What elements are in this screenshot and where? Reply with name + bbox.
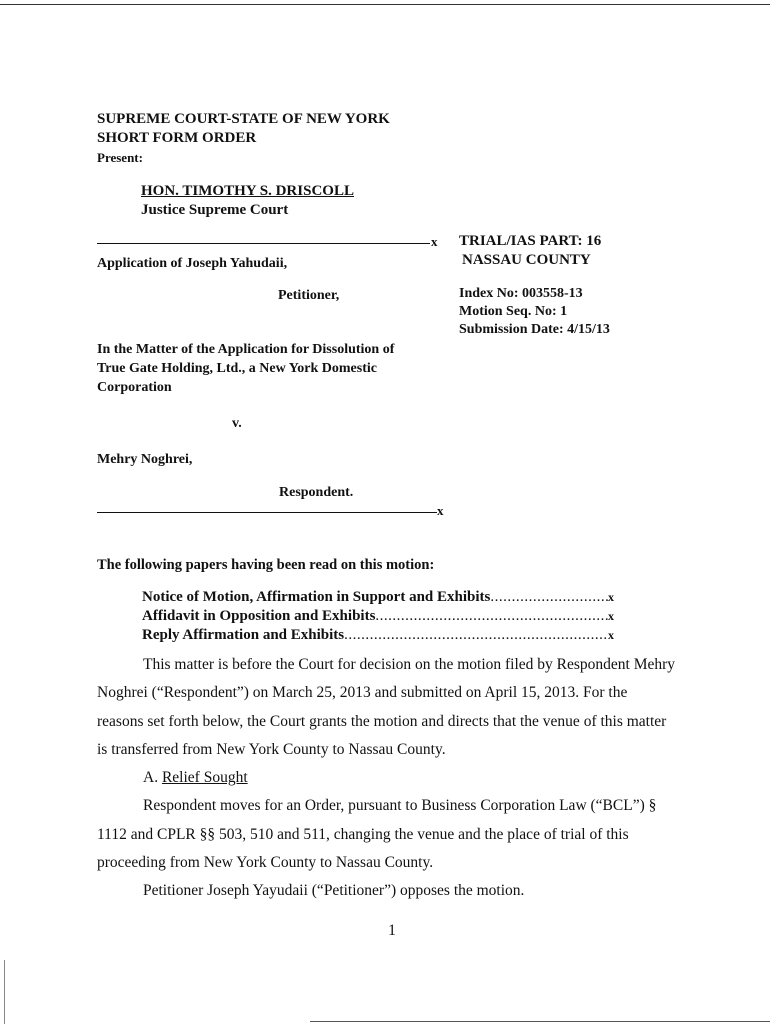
paper-item-mark: x	[608, 590, 614, 604]
paper-item-label: Affidavit in Opposition and Exhibits	[142, 608, 376, 624]
section-title: Relief Sought	[161, 769, 248, 787]
paper-item	[142, 627, 614, 646]
papers-list	[142, 589, 614, 646]
present-label: Present:	[97, 150, 143, 165]
scan-edge-bottom	[310, 1021, 770, 1022]
caption-top-x: x	[431, 234, 438, 249]
leader-dots	[375, 608, 608, 625]
respondent-label: Respondent.	[279, 485, 354, 500]
page-number: 1	[388, 922, 396, 939]
paper-item-label: Reply Affirmation and Exhibits	[142, 627, 345, 643]
form-title: SHORT FORM ORDER	[97, 130, 257, 146]
matter-line-2: True Gate Holding, Ltd., a New York Domestic	[97, 361, 377, 376]
paper-item	[142, 589, 614, 608]
paragraph-intro: This matter is before the Court for decision on the motion filed by Respondent Mehry Noghrei (“Respondent”) on March 25, 2013 and submitted on April 15, 2013. For the reasons set forth below, the Court grants the motion and directs that the venue of this matter is transferred from New York County to Nassau County.	[97, 656, 676, 758]
leader-dots	[490, 589, 608, 606]
leader-dots	[344, 627, 608, 644]
papers-intro: The following papers having been read on this motion:	[97, 557, 435, 573]
applicant-name: Application of Joseph Yahudaii,	[97, 256, 288, 271]
caption-top-rule	[97, 243, 430, 244]
section-heading	[97, 764, 677, 792]
judge-name: HON. TIMOTHY S. DRISCOLL	[141, 183, 354, 199]
paper-item-label: Notice of Motion, Affirmation in Support and Exhibits	[142, 589, 491, 605]
matter-line-3: Corporation	[97, 380, 172, 395]
respondent-name: Mehry Noghrei,	[97, 452, 193, 467]
caption-bottom-rule	[97, 512, 437, 513]
scan-edge-left	[4, 960, 5, 1024]
paper-item-mark: x	[608, 628, 614, 642]
petitioner-label: Petitioner,	[278, 288, 340, 303]
body-text	[97, 651, 677, 906]
part-label: TRIAL/IAS PART: 16	[459, 233, 602, 249]
versus: v.	[232, 416, 242, 431]
motion-seq: Motion Seq. No: 1	[459, 304, 568, 319]
paragraph-relief: Respondent moves for an Order, pursuant to Business Corporation Law (“BCL”) § 1112 and CPLR §§ 503, 510 and 511, changing the venue and the place of trial of this proceeding from New York County to Nassau County.	[97, 797, 657, 872]
section-letter: A.	[143, 769, 159, 787]
caption-bottom-x: x	[437, 503, 444, 518]
matter-line-1: In the Matter of the Application for Dissolution of	[97, 342, 395, 357]
paper-item	[142, 608, 614, 627]
submission-date: Submission Date: 4/15/13	[459, 322, 610, 337]
index-number: Index No: 003558-13	[459, 286, 583, 301]
county-label: NASSAU COUNTY	[462, 252, 591, 268]
paper-item-mark: x	[608, 609, 614, 623]
scan-edge-top	[0, 4, 770, 5]
court-name: SUPREME COURT-STATE OF NEW YORK	[97, 111, 390, 127]
judge-title: Justice Supreme Court	[141, 202, 289, 218]
paragraph-opposition: Petitioner Joseph Yayudaii (“Petitioner”) opposes the motion.	[143, 882, 525, 900]
